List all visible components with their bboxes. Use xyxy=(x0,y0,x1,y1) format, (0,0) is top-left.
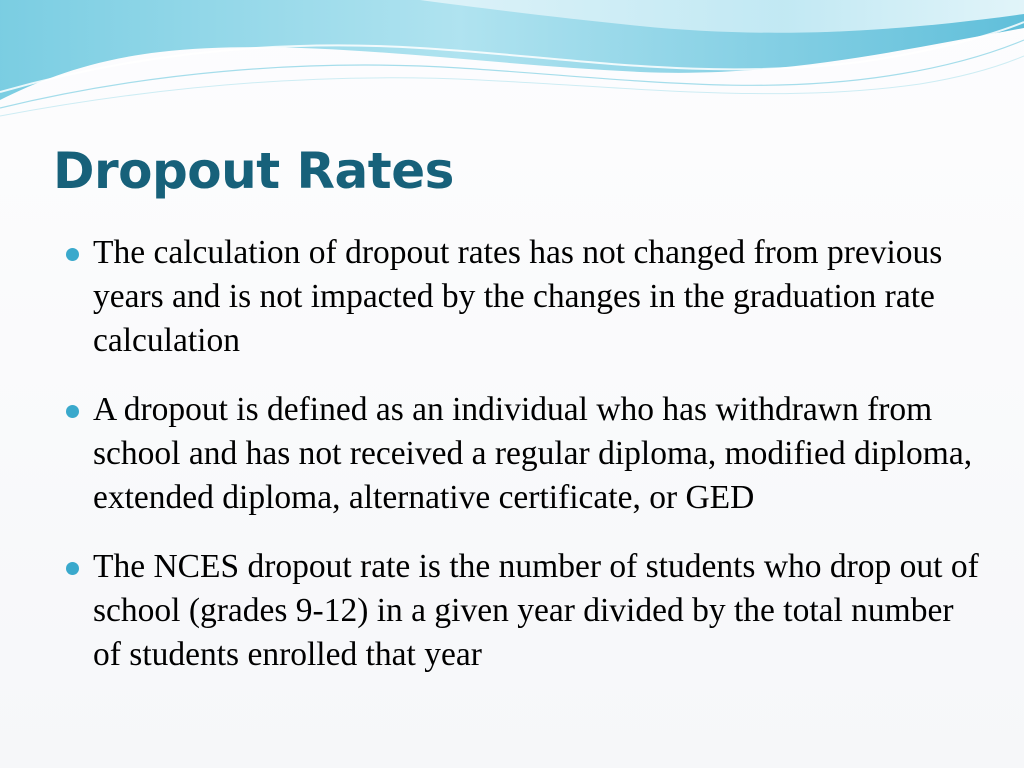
wave-header-decoration xyxy=(0,0,1024,130)
bullet-dot-icon xyxy=(66,405,79,418)
bullet-item-calculation xyxy=(60,231,980,363)
bullet-text: The calculation of dropout rates has not changed from previous years and is not impacted by the changes in the graduation rate calculation xyxy=(93,234,943,359)
bullet-item-definition xyxy=(60,388,980,520)
bullet-dot-icon xyxy=(66,562,79,575)
bullet-list xyxy=(60,231,980,677)
slide-title: Dropout Rates xyxy=(53,142,454,200)
bullet-dot-icon xyxy=(66,248,79,261)
bullet-text: A dropout is defined as an individual who has withdrawn from school and has not received a regular diploma, modified diploma, extended diploma, alternative certificate, or GED xyxy=(93,391,973,516)
bullet-item-nces-rate xyxy=(60,545,980,677)
bullet-text: The NCES dropout rate is the number of students who drop out of school (grades 9-12) in a given year divided by the total number of students enrolled that year xyxy=(93,548,979,673)
